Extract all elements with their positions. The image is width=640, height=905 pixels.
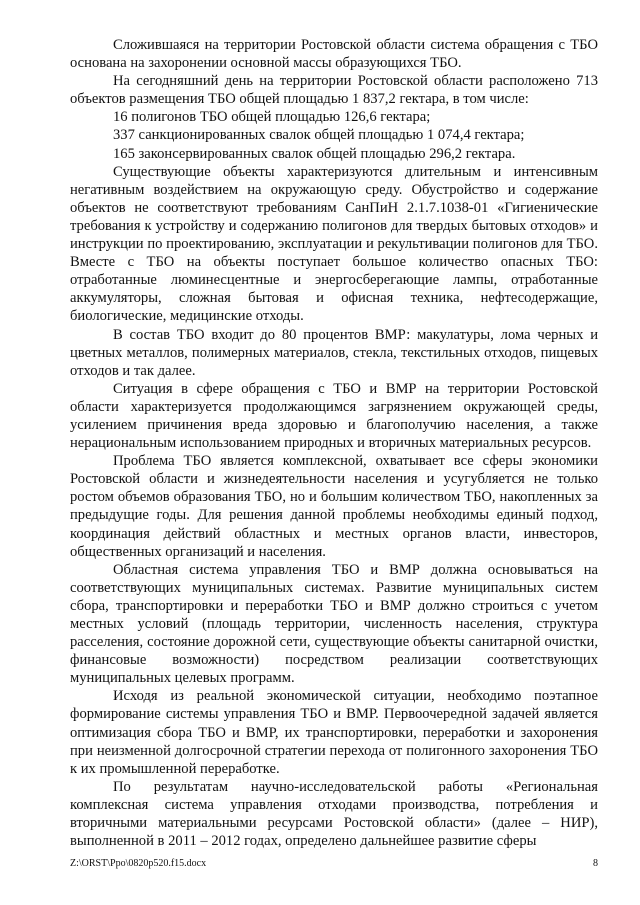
paragraph-waste-system-intro: Сложившаяся на территории Ростовской области система обращения с ТБО основана на захоронении основной массы образующихся ТБО. <box>70 37 598 72</box>
paragraph-secondary-resources: В состав ТБО входит до 80 процентов ВМР: макулатуры, лома черных и цветных металлов, полимерных материалов, стекла, текстильных отходов, пищевых отходов и так далее. <box>70 326 598 379</box>
footer-file-path: Z:\ORST\Ppo\0820p520.f15.docx <box>70 858 207 869</box>
list-item-landfills: 16 полигонов ТБО общей площадью 126,6 гектара; <box>113 109 431 126</box>
paragraph-objects-count: На сегодняшний день на территории Ростовской области расположено 713 объектов размещения ТБО общей площадью 1 837,2 гектара, в том числе: <box>70 73 598 108</box>
list-item-mothballed-dumps: 165 законсервированных свалок общей площадью 296,2 гектара. <box>113 145 516 162</box>
paragraph-complex-problem: Проблема ТБО является комплексной, охватывает все сферы экономики Ростовской области и жизнедеятельности населения и усугубляется не только ростом объемов образования ТБО, но и большим количеством ТБО, накопленных за предыдущие годы. Для решения данной проблемы необходимы единый подход, координация действий областных и местных органов власти, инвесторов, общественных организаций и населения. <box>70 453 598 560</box>
list-item-authorized-dumps: 337 санкционированных свалок общей площадью 1 074,4 гектара; <box>113 127 525 144</box>
paragraph-regional-system: Областная система управления ТБО и ВМР должна основываться на соответствующих муниципальных системах. Развитие муниципальных систем сбора, транспортировки и переработки ТБО и ВМР должно строиться с учетом местных условий (площадь территории, численность населения, структура расселения, состояние дорожной сети, существующие объекты санитарной очистки, финансовые возможности) посредством реализации соответствующих муниципальных целевых программ. <box>70 561 598 687</box>
paragraph-situation: Ситуация в сфере обращения с ТБО и ВМР на территории Ростовской области характеризуется продолжающимся загрязнением окружающей среды, усилением причинения вреда здоровью и благополучию населения, а также нерациональным использованием природных и вторичных материальных ресурсов. <box>70 380 598 452</box>
paragraph-environmental-impact: Существующие объекты характеризуются длительным и интенсивным негативным воздействием на окружающую среду. Обустройство и содержание объектов не соответствуют требованиям СанПиН 2.1.7.1038-01 «Гигиенические требования к устройству и содержанию полигонов для твердых бытовых отходов» и инструкции по проектированию, эксплуатации и рекультивации полигонов для ТБО. Вместе с ТБО на объекты поступает большое количество опасных ТБО: отработанные люминесцентные и энергосберегающие лампы, отработанные аккумуляторы, сложная бытовая и офисная техника, нефтесодержащие, биологические, медицинские отходы. <box>70 163 598 325</box>
document-body <box>70 36 598 850</box>
paragraph-research-results: По результатам научно-исследовательской работы «Региональная комплексная система управления отходами производства, потребления и вторичными материальными ресурсами Ростовской области» (далее – НИР), выполненной в 2011 – 2012 годах, определено дальнейшее развитие сферы <box>70 778 598 850</box>
paragraph-phased-formation: Исходя из реальной экономической ситуации, необходимо поэтапное формирование системы управления ТБО и ВМР. Первоочередной задачей является оптимизация сбора ТБО и ВМР, их транспортировки, переработки и захоронения при неизменной долгосрочной стратегии перехода от полигонного захоронения ТБО к их промышленной переработке. <box>70 688 598 777</box>
footer-page-number: 8 <box>593 858 598 869</box>
